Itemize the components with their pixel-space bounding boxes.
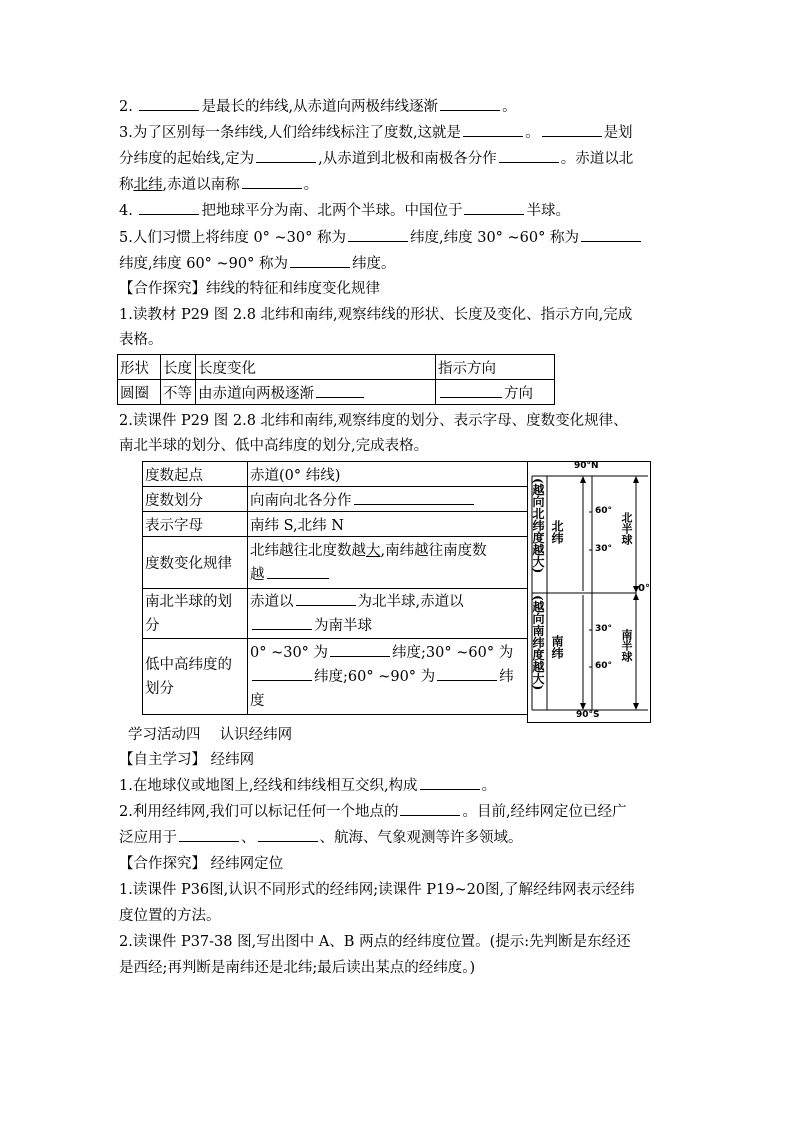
table-cell: 度数变化规律 bbox=[143, 537, 248, 589]
blank[interactable] bbox=[581, 226, 641, 242]
south-lat-label: 南纬 bbox=[550, 635, 564, 659]
blank[interactable] bbox=[348, 226, 408, 242]
cell-text: 纬度;60° ~90° 为 bbox=[314, 668, 436, 685]
question-3-line bbox=[119, 121, 633, 145]
south-arrowhead bbox=[580, 703, 586, 710]
blank[interactable] bbox=[440, 382, 502, 398]
blank[interactable] bbox=[290, 252, 350, 268]
section-heading: 【自主学习】 经纬网 bbox=[119, 752, 255, 768]
table-header: 长度变化 bbox=[196, 355, 436, 380]
hemi-north-arrowhead bbox=[633, 476, 639, 483]
q4-number: 4. bbox=[119, 203, 138, 219]
exercise-text: 2.读课件 P37-38 图,写出图中 A、B 两点的经纬度位置。(提示:先判断是东经还 bbox=[119, 934, 631, 950]
exercise-text: 、航海、气象观测等许多领域。 bbox=[319, 830, 523, 846]
exercise-text: 1.读教材 P29 图 2.8 北纬和南纬,观察纬线的形状、长度及变化、指示方向,完成 bbox=[119, 307, 633, 323]
question-2-line bbox=[119, 95, 517, 119]
latitude-division-table bbox=[142, 461, 528, 715]
table-header: 长度 bbox=[161, 355, 196, 380]
question-4-line bbox=[119, 199, 570, 223]
blank[interactable] bbox=[316, 382, 364, 398]
q2-end: 。 bbox=[502, 99, 517, 115]
q2-text: 是最长的纬线,从赤道向两极纬线逐渐 bbox=[201, 99, 439, 115]
blank[interactable] bbox=[400, 800, 460, 816]
table-cell bbox=[248, 639, 528, 715]
cell-text: 分 bbox=[145, 617, 160, 634]
latitude-features-table bbox=[117, 354, 555, 405]
cell-text: ,南纬越往南度数 bbox=[380, 542, 487, 559]
table-cell: 赤道(0° 纬线) bbox=[248, 462, 528, 487]
cell-text: 0° ~30° 为 bbox=[250, 644, 329, 661]
question-3-line3 bbox=[119, 173, 318, 197]
blank[interactable] bbox=[437, 665, 497, 681]
blank[interactable] bbox=[420, 774, 480, 790]
blank[interactable] bbox=[139, 95, 199, 111]
exercise-line bbox=[119, 826, 523, 850]
table-header: 指示方向 bbox=[436, 355, 555, 380]
cell-text: 划分 bbox=[145, 680, 174, 697]
cell-text: 纬度;30° ~60° 为 bbox=[392, 644, 514, 661]
exercise-line bbox=[119, 774, 496, 798]
cell-text: 向南向北各分作 bbox=[250, 492, 352, 509]
underlined-term: 大 bbox=[366, 542, 381, 559]
s30-label: 30° bbox=[595, 624, 613, 634]
exercise-text: 。目前,经纬网定位已经广 bbox=[462, 804, 627, 820]
cell-text: 由赤道向两极逐渐 bbox=[198, 385, 314, 402]
q4-text: 半球。 bbox=[526, 203, 570, 219]
q3-text: 称 bbox=[119, 177, 134, 193]
q5-text: 纬度,纬度 60° ~90° 称为 bbox=[119, 256, 288, 272]
blank[interactable] bbox=[252, 614, 312, 630]
table-cell bbox=[196, 380, 436, 405]
table-cell bbox=[143, 639, 248, 715]
exercise-text: 。 bbox=[481, 778, 497, 794]
exercise-text: 2.读课件 P29 图 2.8 北纬和南纬,观察纬度的划分、表示字母、度数变化规律、 bbox=[119, 413, 628, 429]
blank[interactable] bbox=[542, 121, 602, 137]
exercise-text: 1.读课件 P36图,认识不同形式的经纬网;读课件 P19~20图,了解经纬网表示经纬 bbox=[119, 882, 635, 898]
q3-text: 是划 bbox=[603, 125, 633, 141]
cell-text: 赤道以 bbox=[250, 593, 294, 610]
table-cell: 不等 bbox=[161, 380, 196, 405]
south-arrow-text: (越向南纬度越大) bbox=[531, 595, 545, 691]
exercise-text: 、 bbox=[241, 830, 256, 846]
cell-text: 方向 bbox=[504, 385, 533, 402]
table-cell: 度数划分 bbox=[143, 487, 248, 512]
q3-text: 。赤道以北 bbox=[560, 151, 634, 167]
q3-text: 3.为了区别每一条纬线,人们给纬线标注了度数,这就是 bbox=[119, 125, 462, 141]
q3-text: 分纬度的起始线,定为 bbox=[119, 151, 255, 167]
top-label: 90°N bbox=[574, 461, 599, 471]
blank[interactable] bbox=[463, 121, 523, 137]
q3-text: ,从赤道到北极和南极各分作 bbox=[318, 151, 497, 167]
question-5-line bbox=[119, 226, 643, 250]
blank[interactable] bbox=[330, 641, 390, 657]
north-arrow-text: (越向北纬度越大) bbox=[531, 478, 545, 574]
blank[interactable] bbox=[139, 199, 199, 215]
exercise-text: 1.在地球仪或地图上,经线和纬线相互交织,构成 bbox=[119, 778, 418, 794]
q5-text: 纬度,纬度 30° ~60° 称为 bbox=[410, 230, 579, 246]
section-heading: 【合作探究】 经纬网定位 bbox=[119, 856, 284, 872]
question-5-line2 bbox=[119, 252, 396, 276]
blank[interactable] bbox=[499, 147, 559, 163]
cell-text: 越 bbox=[250, 566, 265, 583]
q3-text: 。 bbox=[303, 177, 319, 193]
exercise-text: 表格。 bbox=[119, 332, 163, 348]
q3-text: ,赤道以南称 bbox=[162, 177, 240, 193]
blank[interactable] bbox=[252, 665, 312, 681]
hemi-south-arrowhead bbox=[633, 703, 639, 710]
underlined-term: 北纬 bbox=[133, 177, 163, 193]
cell-text: 南北半球的划 bbox=[145, 593, 232, 610]
blank[interactable] bbox=[267, 563, 329, 579]
table-header: 形状 bbox=[118, 355, 161, 380]
blank[interactable] bbox=[258, 826, 318, 842]
q5-text: 5.人们习惯上将纬度 0° ~30° 称为 bbox=[119, 230, 346, 246]
exercise-text: 是西经;再判断是南纬还是北纬;最后读出某点的经纬度。) bbox=[119, 960, 476, 976]
q5-text: 纬度。 bbox=[352, 256, 396, 272]
hemi-equator-arrowhead-bottom bbox=[633, 593, 639, 600]
south-hemisphere-label: 南半球 bbox=[620, 629, 633, 662]
cell-text: 低中高纬度的 bbox=[145, 656, 232, 673]
blank[interactable] bbox=[242, 173, 302, 189]
table-cell bbox=[248, 537, 528, 589]
bottom-label: 90°S bbox=[576, 710, 600, 720]
cell-text: 为南半球 bbox=[314, 617, 372, 634]
exercise-text: 南北半球的划分、低中高纬度的划分,完成表格。 bbox=[119, 438, 429, 454]
q2-number: 2. bbox=[119, 99, 138, 115]
table-cell: 表示字母 bbox=[143, 512, 248, 537]
blank[interactable] bbox=[440, 95, 500, 111]
table-cell bbox=[143, 589, 248, 639]
exercise-text: 2.利用经纬网,我们可以标记任何一个地点的 bbox=[119, 804, 399, 820]
blank[interactable] bbox=[296, 590, 356, 606]
table-cell: 度数起点 bbox=[143, 462, 248, 487]
n60-label: 60° bbox=[595, 506, 613, 516]
blank[interactable] bbox=[464, 199, 524, 215]
s60-label: 60° bbox=[595, 661, 613, 671]
table-cell: 圆圈 bbox=[118, 380, 161, 405]
north-hemisphere-label: 北半球 bbox=[620, 512, 633, 545]
cell-text: 纬 bbox=[499, 668, 514, 685]
cell-text: 北纬越往北度数越 bbox=[250, 542, 366, 559]
exercise-line bbox=[119, 800, 627, 824]
blank[interactable] bbox=[179, 826, 239, 842]
q3-text: 。 bbox=[525, 125, 540, 141]
north-arrowhead bbox=[580, 476, 586, 483]
table-cell: 南纬 S,北纬 N bbox=[248, 512, 528, 537]
table-cell bbox=[248, 487, 528, 512]
activity-heading: 学习活动四 认识经纬网 bbox=[128, 727, 293, 743]
cell-text: 为北半球,赤道以 bbox=[357, 593, 464, 610]
n30-label: 30° bbox=[595, 544, 613, 554]
question-3-line2 bbox=[119, 147, 633, 171]
latitude-diagram-svg bbox=[528, 462, 652, 724]
exercise-text: 度位置的方法。 bbox=[119, 908, 221, 924]
table-cell bbox=[248, 589, 528, 639]
latitude-diagram bbox=[527, 461, 651, 723]
exercise-text: 泛应用于 bbox=[119, 830, 177, 846]
blank[interactable] bbox=[256, 147, 316, 163]
equator-label: 0° bbox=[638, 583, 650, 594]
table-cell bbox=[436, 380, 555, 405]
q4-text: 把地球平分为南、北两个半球。中国位于 bbox=[201, 203, 463, 219]
section-heading: 【合作探究】纬线的特征和纬度变化规律 bbox=[119, 281, 380, 297]
north-lat-label: 北纬 bbox=[550, 520, 564, 544]
blank[interactable] bbox=[354, 489, 474, 505]
cell-text: 度 bbox=[250, 692, 265, 709]
